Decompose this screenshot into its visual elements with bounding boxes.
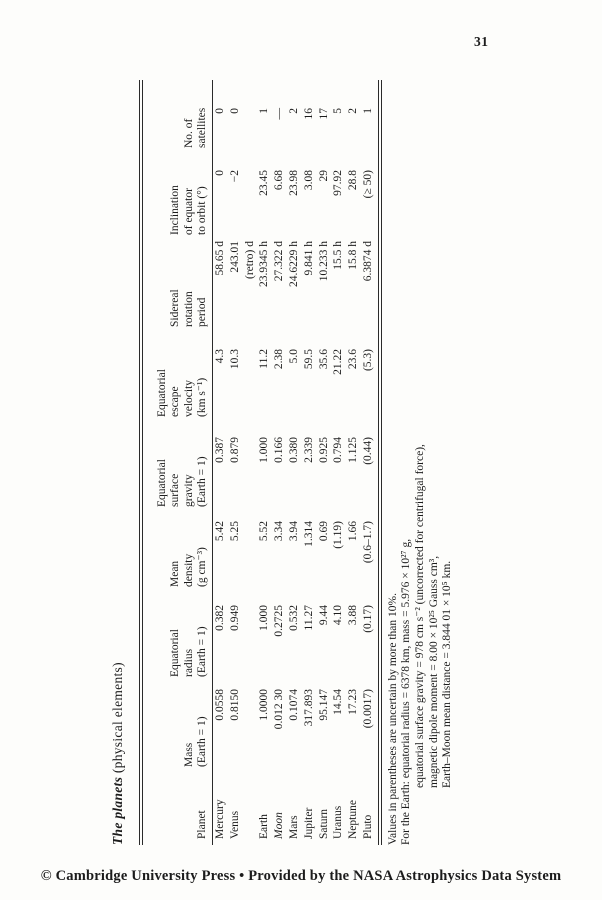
page-number: 31	[474, 34, 489, 49]
value-density: (1.19)	[332, 521, 345, 549]
value-rotation: 243.01	[228, 241, 241, 273]
header-line: (Earth = 1)	[195, 626, 208, 677]
value-inclination: 23.98	[287, 170, 300, 196]
value-density: 1.314	[302, 521, 315, 547]
table-bottom-rule	[378, 80, 382, 845]
value-density: 3.34	[273, 521, 286, 542]
value-rotation: 23.9345 h	[258, 241, 271, 287]
table-header-row	[143, 80, 212, 845]
value-mass: 95.147	[317, 689, 330, 721]
header-line: radius	[182, 648, 195, 677]
header-line: No. of	[182, 118, 195, 148]
planet-name: Earth	[258, 814, 271, 839]
value-escape: 59.5	[302, 349, 315, 370]
value-rotation: 15.8 h	[347, 241, 360, 270]
value-mass: 0.0558	[214, 689, 226, 721]
value-radius: 9.44	[317, 605, 330, 626]
value-escape	[243, 329, 258, 419]
planet-row-neptune	[346, 80, 361, 845]
value-density: (0.6–1.7)	[361, 521, 374, 564]
column-header-rotation	[169, 237, 209, 329]
planet-row-uranus	[331, 80, 346, 845]
value-mass: 14.54	[332, 689, 345, 715]
header-line: to orbit (°)	[195, 186, 208, 235]
footnote-line: Values in parentheses are uncertain by more than 10%.	[386, 593, 399, 845]
value-inclination: −2	[228, 170, 241, 183]
planet-name: Saturn	[317, 808, 330, 839]
header-line: Equatorial	[156, 369, 169, 417]
footnote-line: equatorial surface gravity = 978 cm s⁻² (uncorrected for centrifugal force),	[413, 444, 426, 788]
value-gravity: 0.925	[317, 437, 330, 463]
planet-name: Uranus	[332, 805, 345, 839]
value-mass: 0.1074	[287, 689, 300, 721]
value-rotation: 10.233 h	[317, 241, 330, 282]
value-density: 5.52	[258, 521, 271, 542]
planet-row-earth	[257, 80, 272, 845]
value-satellites: 0	[214, 108, 226, 114]
value-radius: 0.382	[214, 605, 226, 631]
footnote-line: Earth–Moon mean distance = 3.844 01 × 10⁵ km.	[441, 560, 454, 788]
header-line: Mean	[169, 560, 182, 587]
planets-table	[139, 80, 455, 845]
separator-row	[243, 80, 258, 845]
value-rotation: 58.65 d	[214, 241, 226, 276]
header-line: velocity	[182, 379, 195, 417]
value-density: 1.66	[347, 521, 360, 542]
planet-name: Pluto	[361, 814, 374, 839]
header-line: gravity	[182, 474, 195, 507]
value-radius: 4.10	[332, 605, 345, 626]
header-line: density	[182, 553, 195, 587]
value-gravity	[243, 419, 258, 509]
header-line: escape	[169, 386, 182, 417]
value-inclination: (≥ 50)	[361, 170, 374, 199]
value-escape: 11.2	[258, 349, 271, 369]
value-satellites: 16	[302, 108, 315, 120]
header-line: Equatorial	[156, 459, 169, 507]
column-header-mass	[183, 679, 209, 769]
value-mass: (0.0017)	[361, 689, 374, 729]
value-mass: 317.893	[302, 689, 315, 727]
value-inclination: 28.8	[347, 170, 360, 191]
value-inclination: 29	[317, 170, 330, 182]
value-rotation: 6.3874 d	[361, 241, 374, 282]
planet-name: Mercury	[214, 799, 226, 839]
value-inclination: 6.68	[273, 170, 286, 191]
planet-row-saturn	[317, 80, 332, 845]
value-escape: (5.3)	[361, 349, 374, 372]
value-escape: 4.3	[214, 349, 226, 364]
header-line: Inclination	[169, 185, 182, 235]
value-satellites: 1	[361, 108, 374, 114]
value-radius	[243, 589, 258, 679]
column-header-density	[169, 509, 209, 589]
value-radius: 11.27	[302, 605, 315, 631]
value-mass: 17.23	[347, 689, 360, 715]
planet-row-mercury	[213, 80, 228, 845]
value-rotation: 9.841 h	[302, 241, 315, 276]
header-line: (g cm⁻³)	[195, 547, 208, 587]
value-escape: 35.6	[317, 349, 330, 370]
value-inclination: 97.92	[332, 170, 345, 196]
value-density	[243, 509, 258, 589]
value-satellites: 1	[258, 108, 271, 114]
table-title-roman: (physical elements)	[110, 662, 125, 777]
footnote-line: For the Earth: equatorial radius = 6378 km, mass = 5.976 × 10²⁷ g,	[400, 538, 413, 845]
header-line: period	[195, 297, 208, 327]
table-title-italic: The planets	[110, 776, 125, 845]
header-line: Equatorial	[169, 629, 182, 677]
table-title	[110, 62, 126, 845]
value-gravity: 1.125	[347, 437, 360, 463]
value-gravity: 0.166	[273, 437, 286, 463]
header-line: rotation	[182, 291, 195, 327]
header-line: satellites	[195, 107, 208, 148]
header-line: (km s⁻¹)	[195, 377, 208, 417]
value-radius: (0.17)	[361, 605, 374, 633]
table-footnotes	[387, 80, 455, 845]
value-inclination	[243, 150, 258, 237]
value-radius: 0.2725	[273, 605, 286, 637]
value-escape: 23.6	[347, 349, 360, 370]
column-header-radius	[169, 589, 209, 679]
value-radius: 1.000	[258, 605, 271, 631]
planet-name: Neptune	[347, 800, 360, 839]
value-mass: 0.8150	[228, 689, 241, 721]
column-header-escape	[156, 329, 209, 419]
value-mass	[243, 679, 258, 769]
column-header-inclination	[169, 150, 209, 237]
header-line: Planet	[195, 810, 208, 839]
footer-credit: © Cambridge University Press • Provided by the NASA Astrophysics Data System	[40, 868, 562, 884]
value-density: 0.69	[317, 521, 330, 542]
value-radius: 3.88	[347, 605, 360, 626]
value-gravity: 0.380	[287, 437, 300, 463]
value-gravity: 0.387	[214, 437, 226, 463]
value-inclination: 0	[214, 170, 226, 176]
header-line: Mass	[182, 742, 195, 767]
value-inclination: 3.08	[302, 170, 315, 191]
planet-name: Mars	[287, 815, 300, 839]
value-rotation: 24.6229 h	[287, 241, 300, 287]
planet-row-jupiter	[302, 80, 317, 845]
value-gravity: 0.879	[228, 437, 241, 463]
footnote-line: magnetic dipole moment = 8.00 × 10²⁵ Gauss cm³,	[427, 555, 440, 788]
value-gravity: 0.794	[332, 437, 345, 463]
value-rotation: 27.322 d	[273, 241, 286, 282]
value-escape: 21.22	[332, 349, 345, 375]
value-gravity: 1.000	[258, 437, 271, 463]
planet-name: Venus	[228, 810, 241, 839]
value-escape: 10.3	[228, 349, 241, 370]
value-density: 3.94	[287, 521, 300, 542]
column-header-satellites	[183, 80, 209, 150]
value-satellites: 2	[287, 108, 300, 114]
value-satellites: 17	[317, 108, 330, 120]
value-satellites: 2	[347, 108, 360, 114]
value-radius: 0.532	[287, 605, 300, 631]
rotated-table-block	[110, 62, 462, 845]
value-gravity: 2.339	[302, 437, 315, 463]
value-escape: 5.0	[287, 349, 300, 364]
table-body	[213, 80, 376, 845]
value-mass: 0.012 30	[273, 689, 286, 730]
planet-row-venus	[228, 80, 243, 845]
column-header-planet	[196, 769, 209, 845]
planet-row-pluto	[361, 80, 376, 845]
value-satellites: 0	[228, 108, 241, 114]
value-satellites: 5	[332, 108, 345, 114]
value-inclination: 23.45	[258, 170, 271, 196]
value-rotation: (retro) d	[243, 241, 256, 279]
header-line: Sidereal	[169, 289, 182, 327]
header-line: (Earth = 1)	[195, 456, 208, 507]
planet-name: Jupiter	[302, 807, 315, 839]
header-line: (Earth = 1)	[195, 716, 208, 767]
value-density: 5.25	[228, 521, 241, 542]
landscape-content	[110, 62, 462, 845]
planet-name	[243, 769, 258, 845]
value-rotation: 15.5 h	[332, 241, 345, 270]
column-header-gravity	[156, 419, 209, 509]
value-satellites	[243, 80, 258, 150]
header-line: surface	[169, 473, 182, 507]
value-gravity: (0.44)	[361, 437, 374, 465]
value-satellites: —	[273, 108, 286, 120]
planet-name: Moon	[273, 812, 286, 839]
value-mass: 1.0000	[258, 689, 271, 721]
header-line: of equator	[182, 188, 195, 235]
planet-row-mars	[287, 80, 302, 845]
value-escape: 2.38	[273, 349, 286, 370]
value-density: 5.42	[214, 521, 226, 542]
value-radius: 0.949	[228, 605, 241, 631]
planet-row-moon	[272, 80, 287, 845]
